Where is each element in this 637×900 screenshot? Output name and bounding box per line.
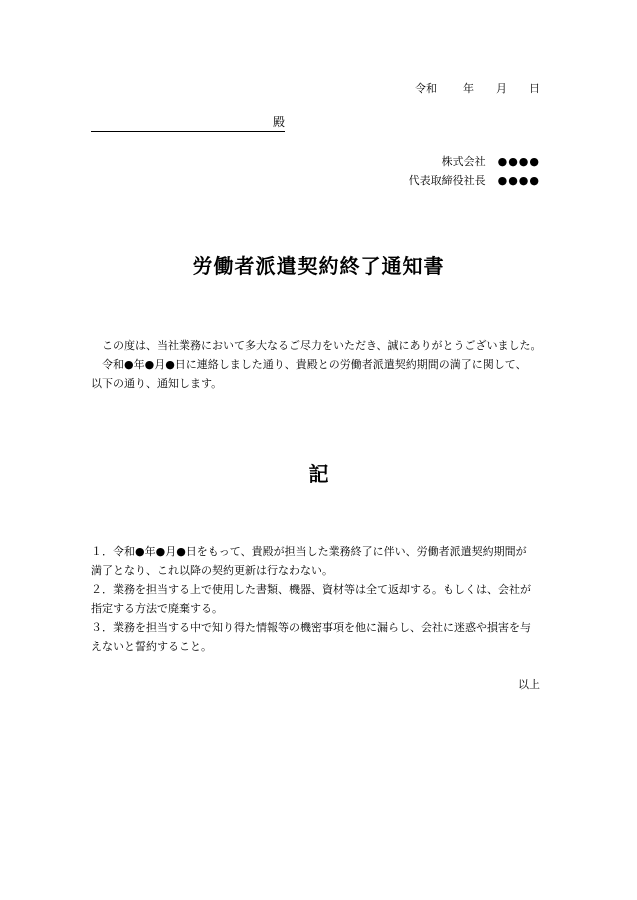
item-line: 指定する方法で廃棄する。 [91,602,223,615]
date-month-unit: 月 [496,82,507,95]
intro-line: この度は、当社業務において多大なるご尽力をいただき、誠にありがとうございました。 [102,339,542,352]
intro-line: 以下の通り、通知します。 [91,377,223,390]
document-title: 労働者派遣契約終了通知書 [192,254,445,278]
representative-name: ●●●● [497,174,540,187]
date-era: 令和 [415,82,437,95]
item-line: えないと誓約すること。 [91,640,212,653]
representative-label: 代表取締役社長 [408,174,486,187]
sender-company-row [409,152,540,171]
item-line: ２．業務を担当する上で使用した書類、機器、資材等は全て返却する。もしくは、会社が [91,583,531,596]
sender-representative-row [409,171,540,190]
company-label: 株式会社 [441,155,486,168]
sender-block [409,152,540,190]
item-line: １．令和●年●月●日をもって、貴殿が担当した業務終了に伴い、労働者派遣契約期間が [91,545,527,558]
item-line: ３．業務を担当する中で知り得た情報等の機密事項を他に漏らし、会社に迷惑や損害を与 [91,621,531,634]
notice-items [91,542,551,656]
company-name: ●●●● [497,155,540,168]
issue-date [415,80,540,96]
intro-line: 令和●年●月●日に連絡しました通り、貴殿との労働者派遣契約期間の満了に関して、 [102,358,527,371]
ki-heading: 記 [308,462,329,486]
addressee-honorific: 殿 [272,115,285,129]
addressee-line [91,116,285,132]
intro-paragraph [91,336,551,393]
date-year-unit: 年 [463,82,474,95]
date-day-unit: 日 [529,82,540,95]
closing-text: 以上 [518,678,540,691]
item-line: 満了となり、これ以降の契約更新は行なわない。 [91,564,333,577]
